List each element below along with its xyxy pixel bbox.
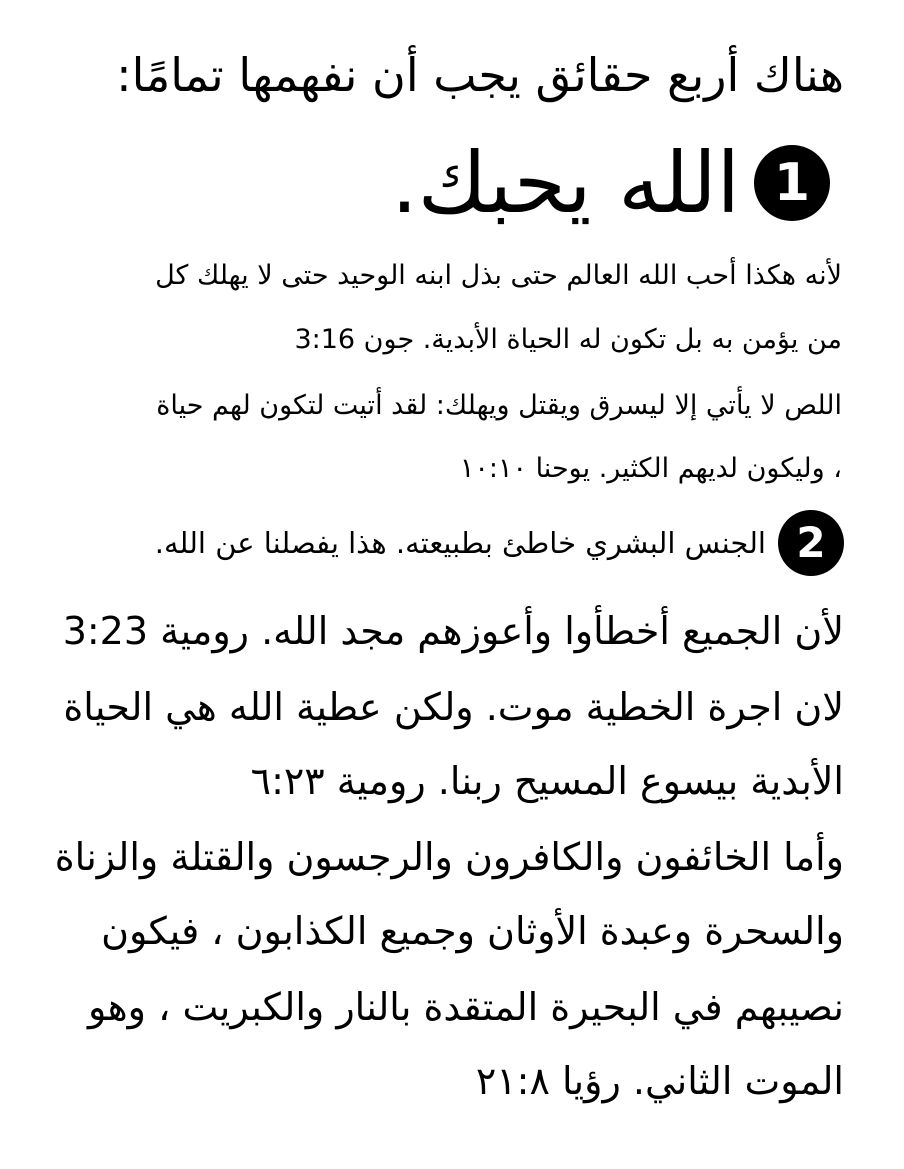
section-2-verse-line: وأما الخائفون والكافرون والرجسون والقتلة والزناة <box>54 835 844 879</box>
section-2-heading <box>40 510 844 576</box>
section-1-verse-line: ، وليكون لديهم الكثير. يوحنا ١٠:١٠ <box>459 453 842 484</box>
section-1-heading-text: الله يحبك. <box>391 134 740 232</box>
section-2-verse-line: الموت الثاني. رؤيا ٢١:٨ <box>475 1059 844 1103</box>
number-badge-1: 1 <box>754 145 830 221</box>
section-1-heading <box>40 128 830 238</box>
section-2-verse-line: نصيبهم في البحيرة المتقدة بالنار والكبريت ، وهو <box>88 985 844 1029</box>
section-1-verse-line: من يؤمن به بل تكون له الحياة الأبدية. جون 3:16 <box>294 324 842 355</box>
section-2-verse-line: لان اجرة الخطية موت. ولكن عطية الله هي الحياة <box>63 685 844 729</box>
number-badge-2: 2 <box>778 510 844 576</box>
section-1-verse-line: لأنه هكذا أحب الله العالم حتى بذل ابنه الوحيد حتى لا يهلك كل <box>155 260 842 291</box>
section-2-verse-line: لأن الجميع أخطأوا وأعوزهم مجد الله. رومية 3:23 <box>62 609 844 653</box>
section-1-verse-line: اللص لا يأتي إلا ليسرق ويقتل ويهلك: لقد أتيت لتكون لهم حياة <box>156 390 842 421</box>
page-title: هناك أربع حقائق يجب أن نفهمها تمامًا: <box>116 48 844 102</box>
section-2-heading-text: الجنس البشري خاطئ بطبيعته. هذا يفصلنا عن الله. <box>154 525 766 560</box>
section-2-verse-line: والسحرة وعبدة الأوثان وجميع الكذابون ، فيكون <box>101 909 844 953</box>
section-2-verse-line: الأبدية بيسوع المسيح ربنا. رومية ٦:٢٣ <box>250 759 844 803</box>
